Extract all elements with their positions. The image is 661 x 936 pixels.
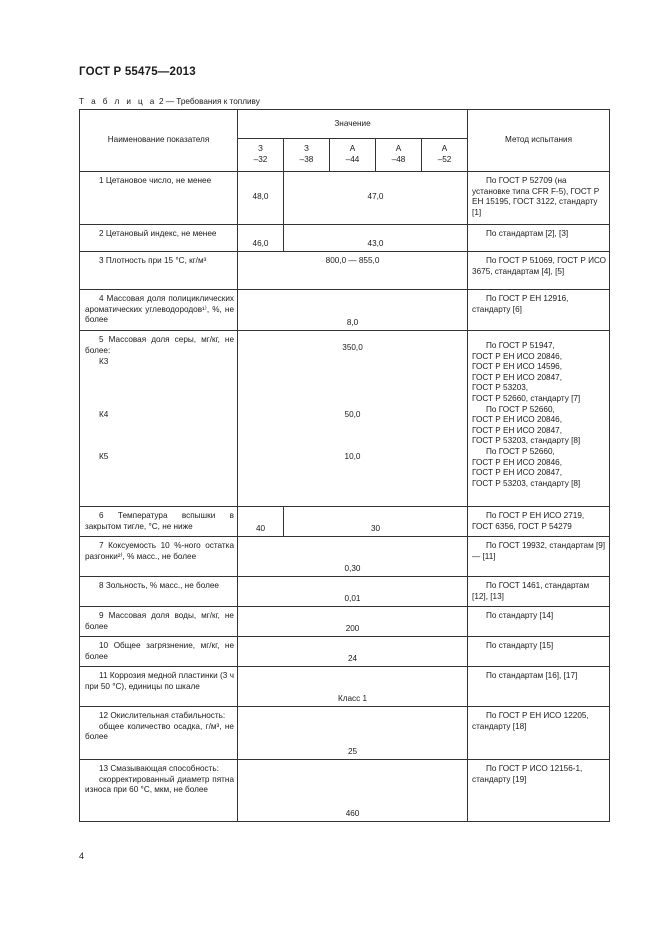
value-cell: 46,0 [238,225,284,252]
indicator-name: 11 Коррозия медной пластинки (3 ч при 50 °С), единицы по шкале [80,667,238,707]
table-row [80,225,610,252]
value-cell: 40 [238,507,284,537]
grade-header: А –44 [330,139,376,172]
table-row [80,331,610,507]
method-cell: По ГОСТ Р ЕН ИСО 12205, стандарту [18] [468,707,610,760]
indicator-name: 9 Массовая доля воды, мг/кг, не более [80,607,238,637]
indicator-name: 4 Массовая доля полициклических ароматических углеводородов¹⁾, %, не более [80,290,238,331]
table-row [80,507,610,537]
value-cell: 47,0 [284,172,468,225]
table-row [80,252,610,290]
grade-header: З –32 [238,139,284,172]
caption-prefix: Т а б л и ц а [79,97,157,106]
table-row [80,290,610,331]
value-cell: 30 [284,507,468,537]
sulfur-class-label: К3 [99,357,109,366]
indicator-name: 7 Коксуемость 10 %-ного остатка разгонки²⁾, % масс., не более [80,537,238,577]
requirements-table [79,109,610,822]
value-cell: 48,0 [238,172,284,225]
col-header-method: Метод испытания [468,110,610,172]
value-cell: 800,0 — 855,0 [238,252,468,290]
sulfur-class-label: К4 [99,410,109,419]
grade-header: А –52 [422,139,468,172]
indicator-name: 6 Температура вспышки в закрытом тигле, °С, не ниже [80,507,238,537]
method-cell [468,331,610,507]
table-row [80,637,610,667]
value-cell [238,331,468,507]
indicator-name: 10 Общее загрязнение, мг/кг, не более [80,637,238,667]
document-title: ГОСТ Р 55475—2013 [79,66,196,78]
method-cell: По стандарту [15] [468,637,610,667]
col-header-value: Значение [238,110,468,139]
indicator-name: 5 Массовая доля серы, мг/кг, не более: К3 К4 К5 [80,331,238,507]
page-number: 4 [79,851,85,861]
table-row [80,707,610,760]
table-row [80,607,610,637]
sulfur-value: 50,0 [344,410,361,419]
method-cell: По ГОСТ 1461, стандартам [12], [13] [468,577,610,607]
value-cell: 200 [238,607,468,637]
sulfur-value: 10,0 [344,452,361,461]
table-caption [79,97,260,106]
value-cell: 460 [238,760,468,822]
value-cell: 0,01 [238,577,468,607]
caption-text: — Требования к топливу [165,97,260,106]
table-row [80,667,610,707]
value-cell: 8,0 [238,290,468,331]
indicator-name: 8 Зольность, % масс., не более [80,577,238,607]
indicator-name: 1 Цетановое число, не менее [80,172,238,225]
method-cell: По ГОСТ Р 52709 (на установке типа CFR F-5), ГОСТ Р ЕН 15195, ГОСТ 3122, стандарту [1] [468,172,610,225]
value-cell: 0,30 [238,537,468,577]
method-cell: По стандарту [14] [468,607,610,637]
grade-header: А –48 [376,139,422,172]
method-cell: По ГОСТ Р ЕН ИСО 2719, ГОСТ 6356, ГОСТ Р 54279 [468,507,610,537]
value-cell: Класс 1 [238,667,468,707]
method-cell: По ГОСТ 19932, стандартам [9] — [11] [468,537,610,577]
indicator-name: 12 Окислительная стабильность: общее количество осадка, г/м³, не более [80,707,238,760]
method-cell: По стандартам [2], [3] [468,225,610,252]
method-cell: По ГОСТ Р ИСО 12156-1, стандарту [19] [468,760,610,822]
table-row [80,760,610,822]
sulfur-method: По ГОСТ Р 51947, ГОСТ Р ЕН ИСО 20846, ГОСТ Р ЕН ИСО 14596, ГОСТ Р ЕН ИСО 20847, ГОСТ Р 53203, ГОСТ Р 52660, стандарту [7] [472,341,581,403]
value-cell: 25 [238,707,468,760]
sulfur-value: 350,0 [342,343,363,352]
table-row [80,172,610,225]
indicator-name: 2 Цетановый индекс, не менее [80,225,238,252]
sulfur-method: По ГОСТ Р 52660, ГОСТ Р ЕН ИСО 20846, ГОСТ Р ЕН ИСО 20847, ГОСТ Р 53203, стандарту [8] [472,446,581,488]
value-cell: 24 [238,637,468,667]
header-row-1 [80,110,610,139]
sulfur-class-label: К5 [99,452,109,461]
caption-number: 2 [158,97,164,106]
method-cell: По ГОСТ Р 51069, ГОСТ Р ИСО 3675, стандартам [4], [5] [468,252,610,290]
table-row [80,577,610,607]
indicator-name: 13 Смазывающая способность: скорректированный диаметр пятна износа при 60 °С, мкм, не более [80,760,238,822]
sulfur-method: По ГОСТ Р 52660, ГОСТ Р ЕН ИСО 20846, ГОСТ Р ЕН ИСО 20847, ГОСТ Р 53203, стандарту [8] [472,404,581,446]
indicator-name: 3 Плотность при 15 °С, кг/м³ [80,252,238,290]
method-cell: По ГОСТ Р ЕН 12916, стандарту [6] [468,290,610,331]
col-header-name: Наименование показателя [80,110,238,172]
method-cell: По стандартам [16], [17] [468,667,610,707]
grade-header: З –38 [284,139,330,172]
value-cell: 43,0 [284,225,468,252]
table-row [80,537,610,577]
